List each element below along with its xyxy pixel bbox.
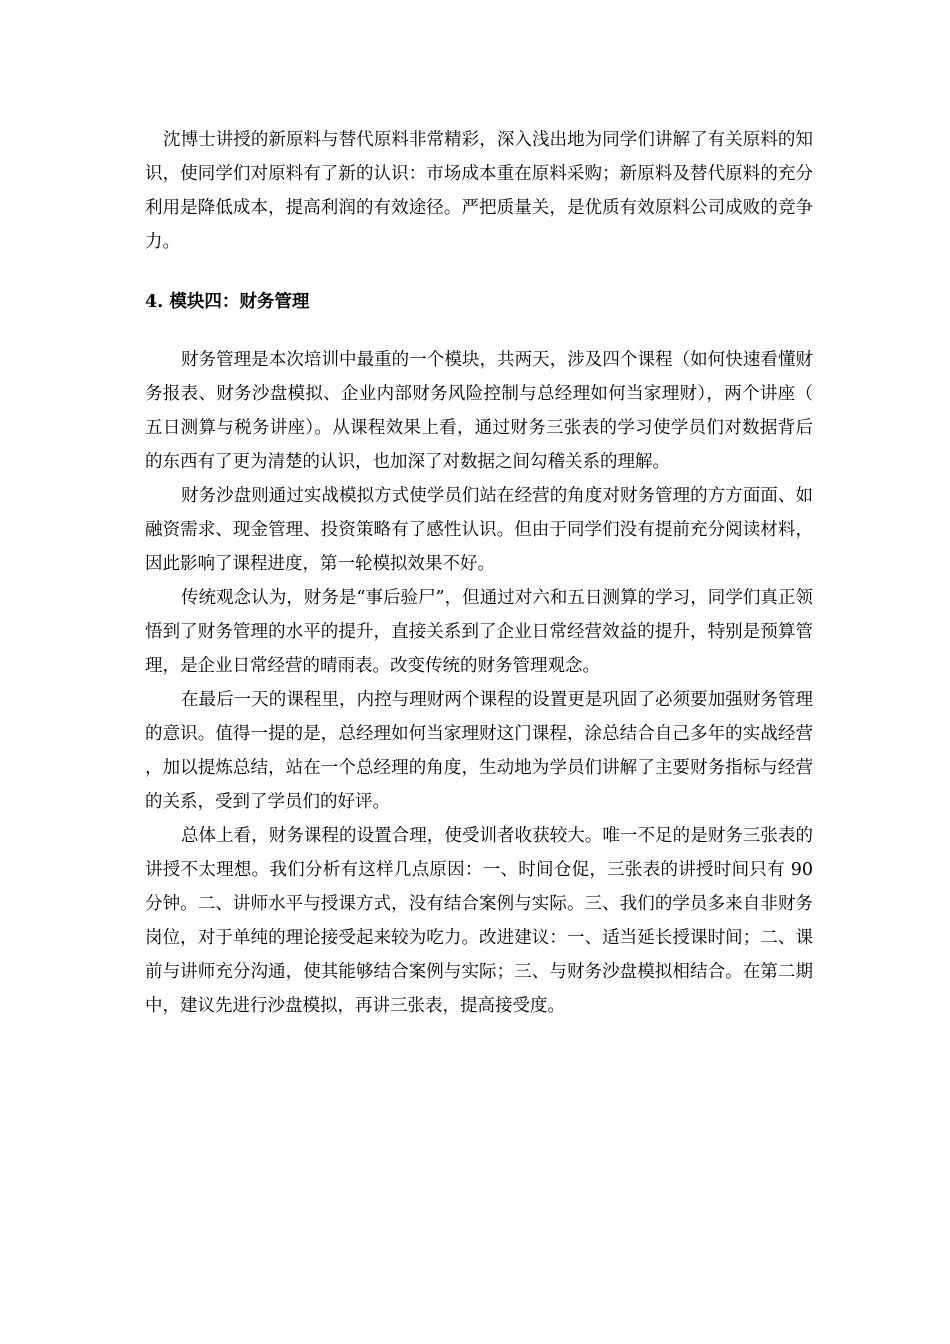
paragraph-sandbox: 财务沙盘则通过实战模拟方式使学员们站在经营的角度对财务管理的方方面面、如融资需求、现金管理、投资策略有了感性认识。但由于同学们没有提前充分阅读材料，因此影响了课程进度，第一轮模拟效果不好。 [145, 486, 813, 574]
paragraph-last-day: 在最后一天的课程里，内控与理财两个课程的设置更是巩固了必须要加强财务管理的意识。值得一提的是，总经理如何当家理财这门课程，涂总结合自己多年的实战经营，加以提炼总结，站在一个总经理的角度，生动地为学员们讲解了主要财务指标与经营的关系，受到了学员们的好评。 [145, 690, 813, 812]
paragraph-overview: 财务管理是本次培训中最重的一个模块，共两天，涉及四个课程（如何快速看懂财务报表、财务沙盘模拟、企业内部财务风险控制与总经理如何当家理财），两个讲座（五日测算与税务讲座）。从课程效果上看，通过财务三张表的学习使学员们对数据背后的东西有了更为清楚的认识，也加深了对数据之间勾稽关系的理解。 [145, 350, 813, 472]
paragraph-traditional-view: 传统观念认为，财务是“事后验尸”，但通过对六和五日测算的学习，同学们真正领悟到了财务管理的水平的提升，直接关系到了企业日常经营效益的提升，特别是预算管理，是企业日常经营的晴雨表。改变传统的财务管理观念。 [145, 588, 813, 676]
document-body [145, 123, 813, 1023]
paragraph-summary: 总体上看，财务课程的设置合理，使受训者收获较大。唯一不足的是财务三张表的讲授不太理想。我们分析有这样几点原因：一、时间仓促，三张表的讲授时间只有 90 分钟。二、讲师水平与授课方式，没有结合案例与实际。三、我们的学员多来自非财务岗位，对于单纯的理论接受起来较为吃力。改进建议：一、适当延长授课时间；二、课前与讲师充分沟通，使其能够结合案例与实际；三、与财务沙盘模拟相结合。在第二期中，建议先进行沙盘模拟，再讲三张表，提高接受度。 [145, 826, 813, 1016]
section-heading: 4. 模块四：财务管理 [145, 292, 310, 312]
intro-paragraph: 沈博士讲授的新原料与替代原料非常精彩，深入浅出地为同学们讲解了有关原料的知识，使同学们对原料有了新的认识：市场成本重在原料采购；新原料及替代原料的充分利用是降低成本，提高利润的有效途径。严把质量关，是优质有效原料公司成败的竞争力。 [145, 130, 813, 252]
